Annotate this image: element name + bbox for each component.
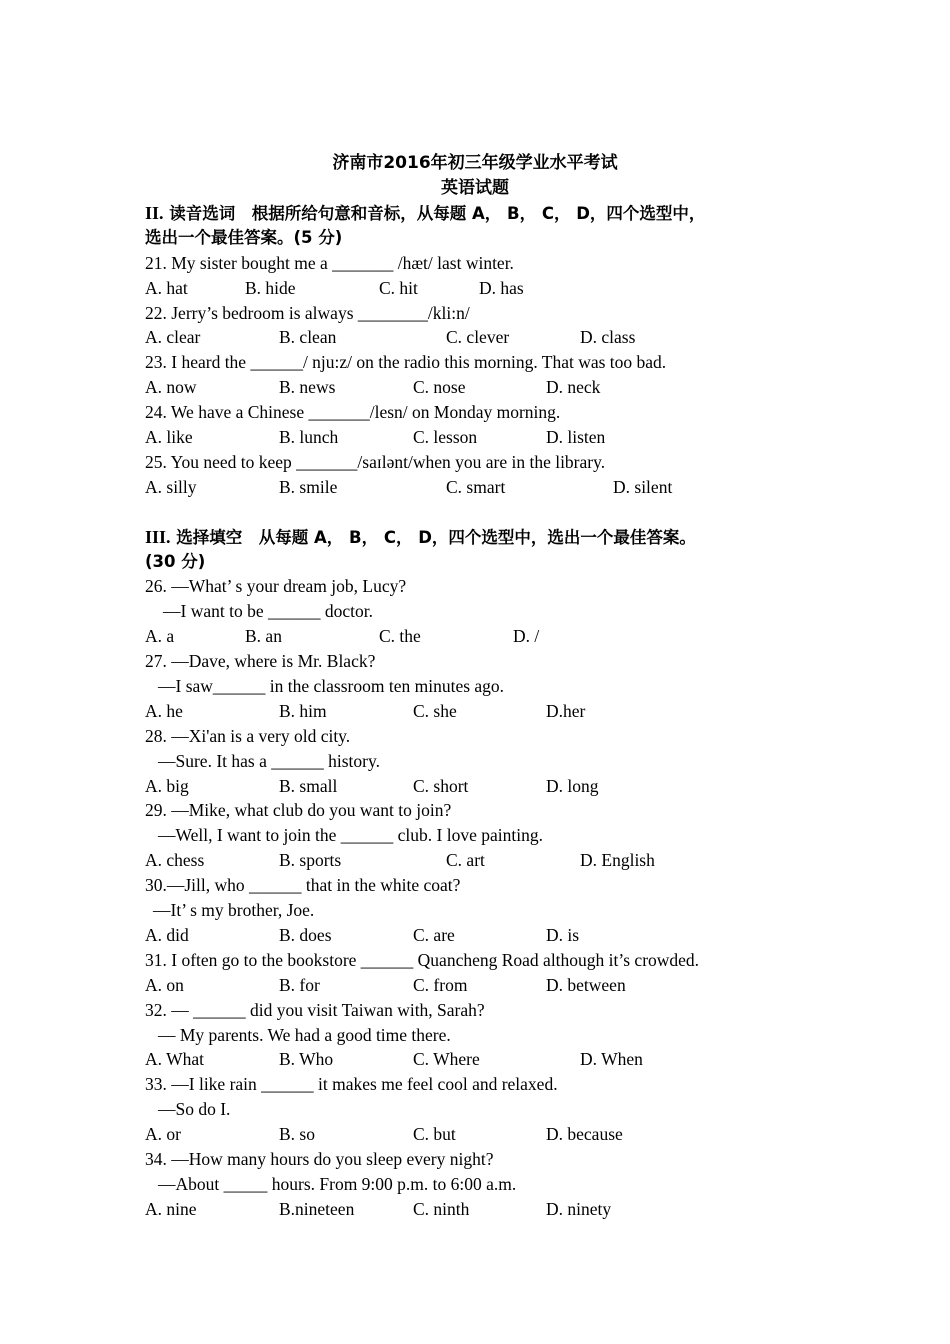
option-c: C. art [446,850,485,871]
option-a: A. silly [145,476,197,497]
section-2-heading-cont: 选出一个最佳答案。(5 分) [145,227,343,247]
option-a: A. chess [145,850,205,871]
question-24-options [145,425,825,450]
option-b: B.nineteen [279,1198,355,1219]
option-c: C. clever [446,327,510,348]
option-d: D. English [580,850,655,871]
option-c: C. are [413,924,455,945]
section-3-instruction: 选择填空 从每题 A， B， C， D，四个选型中，选出一个最佳答案。 [170,527,696,547]
option-d: D. class [580,327,636,348]
question-26-reply: —I want to be ______ doctor. [163,601,373,622]
question-27: 27. —Dave, where is Mr. Black? [145,651,376,672]
option-d: D. has [479,277,524,298]
section-3-heading-cont: (30 分) [145,551,206,571]
question-33-reply: —So do I. [158,1099,231,1120]
question-32-reply: — My parents. We had a good time there. [158,1024,451,1045]
option-b: B. Who [279,1049,334,1070]
option-d: D. When [580,1049,643,1070]
option-d: D. long [546,775,599,796]
section-2-instruction: 读音选词 根据所给句意和音标，从每题 A， B， C， D，四个选型中， [163,204,706,223]
option-c: C. from [413,974,468,995]
question-24: 24. We have a Chinese _______/lesn/ on Monday morning. [145,402,561,423]
question-29-reply: —Well, I want to join the ______ club. I love painting. [158,825,543,846]
option-b: B. smile [279,476,338,497]
question-29: 29. —Mike, what club do you want to join? [145,800,452,821]
question-28-options [145,774,825,799]
option-a: A. like [145,427,193,448]
option-b: B. clean [279,327,337,348]
question-21-options [145,276,825,301]
question-22: 22. Jerry’s bedroom is always ________/kli:n/ [145,302,470,323]
question-32: 32. — ______ did you visit Taiwan with, Sarah? [145,999,485,1020]
question-27-reply: —I saw______ in the classroom ten minutes ago. [158,676,505,697]
option-b: B. an [245,626,282,647]
option-c: C. lesson [413,427,478,448]
question-25: 25. You need to keep _______/saɪlənt/when you are in the library. [145,451,606,472]
option-c: C. smart [446,476,506,497]
section-2-numeral: II. [145,203,164,223]
exam-title: 济南市2016年初三年级学业水平考试 [332,153,618,173]
option-b: B. news [279,377,336,398]
option-a: A. did [145,924,189,945]
option-d: D.her [546,700,586,721]
option-a: A. on [145,974,184,995]
option-a: A. clear [145,327,201,348]
option-b: B. sports [279,850,342,871]
question-30-reply: —It’ s my brother, Joe. [153,900,315,921]
question-33-options [145,1122,825,1147]
question-34-reply: —About _____ hours. From 9:00 p.m. to 6:00 a.m. [158,1173,517,1194]
option-c: C. Where [413,1049,480,1070]
question-28: 28. —Xi'an is a very old city. [145,725,351,746]
option-b: B. him [279,700,327,721]
option-c: C. the [379,626,421,647]
option-c: C. but [413,1124,456,1145]
question-25-options [145,475,825,500]
option-d: D. neck [546,377,601,398]
option-d: D. / [513,626,540,647]
section-3-numeral: III. [145,526,171,547]
question-22-options [145,325,825,350]
question-29-options [145,848,825,873]
question-26-options [145,624,825,649]
option-d: D. listen [546,427,606,448]
exam-page [145,151,825,1222]
question-31-options [145,973,825,998]
option-a: A. big [145,775,189,796]
question-31: 31. I often go to the bookstore ______ Quancheng Road although it’s crowded. [145,949,700,970]
option-c: C. ninth [413,1198,470,1219]
question-26: 26. —What’ s your dream job, Lucy? [145,576,407,597]
option-a: A. or [145,1124,181,1145]
question-34: 34. —How many hours do you sleep every night? [145,1148,494,1169]
section-3-heading [145,525,825,550]
option-c: C. hit [379,277,418,298]
option-b: B. so [279,1124,315,1145]
option-b: B. hide [245,277,296,298]
question-28-reply: —Sure. It has a ______ history. [158,750,380,771]
option-b: B. small [279,775,338,796]
option-a: A. a [145,626,175,647]
exam-subtitle: 英语试题 [441,178,509,198]
question-32-options [145,1047,825,1072]
option-c: C. short [413,775,469,796]
option-a: A. What [145,1049,204,1070]
option-d: D. between [546,974,626,995]
option-b: B. lunch [279,427,339,448]
option-b: B. does [279,924,332,945]
question-30-options [145,923,825,948]
option-b: B. for [279,974,320,995]
option-a: A. hat [145,277,188,298]
question-33: 33. —I like rain ______ it makes me feel cool and relaxed. [145,1074,558,1095]
option-d: D. because [546,1124,623,1145]
option-d: D. silent [613,476,673,497]
question-23-options [145,375,825,400]
question-23: 23. I heard the ______/ nju:z/ on the radio this morning. That was too bad. [145,352,667,373]
option-d: D. is [546,924,580,945]
question-30: 30.—Jill, who ______ that in the white coat? [145,875,461,896]
option-a: A. nine [145,1198,197,1219]
question-21: 21. My sister bought me a _______ /hæt/ last winter. [145,252,514,273]
question-34-options [145,1197,825,1222]
section-2-heading [145,201,825,226]
option-d: D. ninety [546,1198,612,1219]
option-a: A. now [145,377,197,398]
question-27-options [145,699,825,724]
section-spacer [145,500,825,525]
option-c: C. nose [413,377,466,398]
option-a: A. he [145,700,183,721]
option-c: C. she [413,700,457,721]
